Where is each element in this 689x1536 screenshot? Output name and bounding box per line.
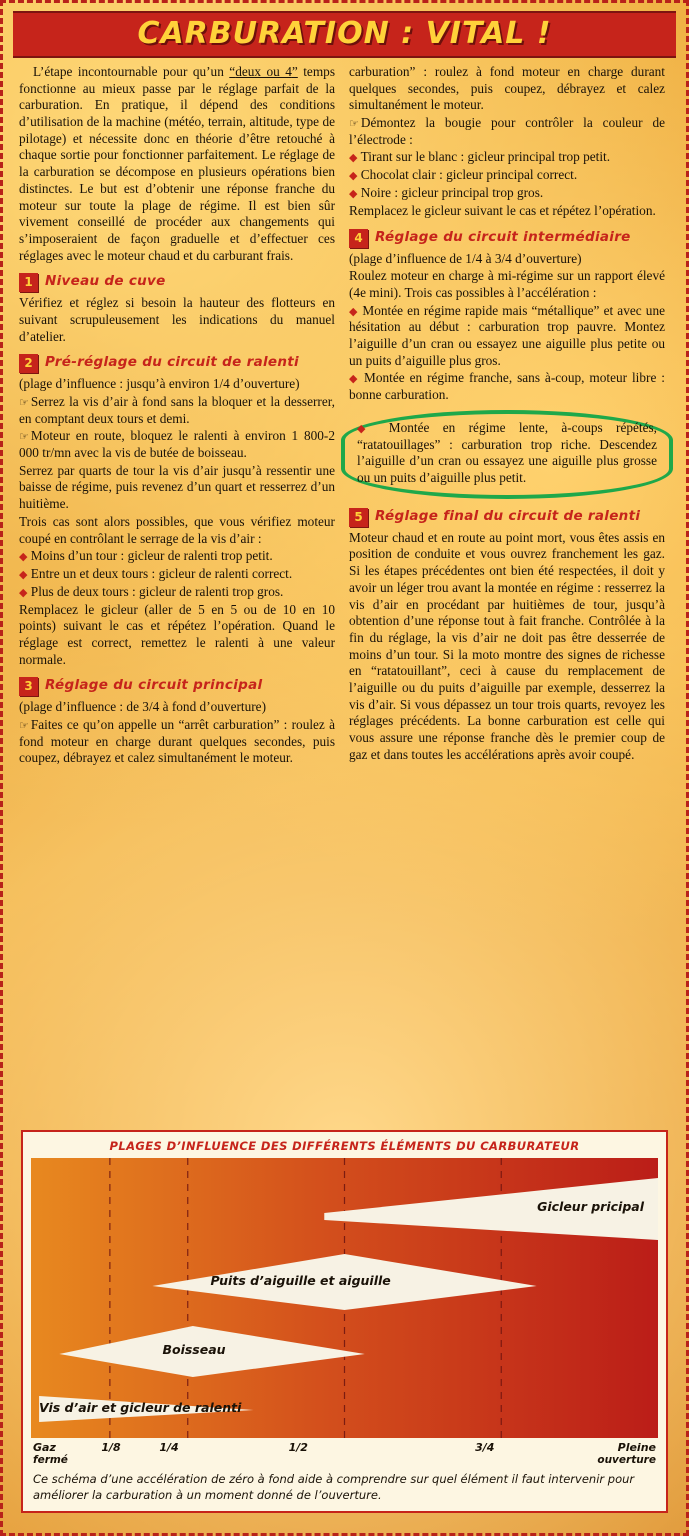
section-2-case-1: ◆ Moins d’un tour : gicleur de ralenti trop petit.: [19, 548, 273, 564]
x-tick-5: Pleine ouverture: [597, 1441, 656, 1466]
intro-paragraph: [19, 64, 335, 264]
section-4-subtitle: (plage d’influence de 1/4 à 3/4 d’ouverture): [349, 250, 582, 266]
diamond-bullet-icon: ◆: [349, 305, 359, 318]
section-4-step-1: Roulez moteur en charge à mi-régime sur un rapport élevé (4e mini). Trois cas possibles à l’accélération :: [349, 268, 665, 300]
section-1-body: Vérifiez et réglez si besoin la hauteur des flotteurs en suivant scrupuleusement les indications du manuel d’atelier.: [19, 295, 335, 344]
pointing-hand-icon: ☞: [19, 719, 28, 733]
column-left: [19, 64, 335, 1124]
chart-series-label-3: Boisseau: [162, 1342, 226, 1357]
x-tick-3: 1/2: [288, 1441, 308, 1454]
x-tick-1: 1/8: [101, 1441, 121, 1454]
section-heading-3: [19, 677, 335, 696]
section-number-5: 5: [349, 508, 368, 527]
diamond-bullet-icon: ◆: [19, 551, 28, 564]
section-heading-5: [349, 508, 665, 527]
section-title-2: Pré-réglage du circuit de ralenti: [45, 354, 299, 371]
section-number-4: 4: [349, 229, 368, 248]
section-4-case-2: ◆ Montée en régime franche, sans à-coup, moteur libre : bonne carburation.: [349, 370, 665, 403]
section-4-case-3: ◆ Montée en régime lente, à-coups répétés, “ratatouillages” : carburation trop riche. Descendez l’aiguille d’un cran ou essayez une aiguille plus grosse ou un puits d’aiguille plus petit.: [357, 419, 657, 486]
section-4-case-1: ◆ Montée en régime rapide mais “métallique” et avec une hésitation au début : carburation trop pauvre. Montez l’aiguille d’un cran ou essayez une aiguille plus petite ou un puits d’aiguille plus gros.: [349, 302, 665, 368]
highlighted-callout: [341, 410, 673, 499]
section-heading-2: [19, 354, 335, 373]
section-title-3: Réglage du circuit principal: [45, 677, 263, 694]
chart-series-label-2: Puits d’aiguille et aiguille: [210, 1273, 391, 1288]
section-3-step-3: Remplacez le gicleur suivant le cas et répétez l’opération.: [349, 202, 656, 218]
x-tick-4: 3/4: [475, 1441, 495, 1454]
intro-quoted-term: “deux ou 4”: [229, 64, 298, 79]
section-number-3: 3: [19, 677, 38, 696]
article-title-bar: [13, 11, 676, 58]
pointing-hand-icon: ☞: [349, 117, 358, 131]
section-title-1: Niveau de cuve: [45, 273, 166, 290]
section-2-step-2: ☞ Moteur en route, bloquez le ralenti à environ 1 800-2 000 tr/mn avec la vis de butée de boisseau.: [19, 428, 335, 461]
diamond-bullet-icon: ◆: [349, 170, 358, 183]
section-title-4: Réglage du circuit intermédiaire: [375, 228, 631, 245]
section-3-case-1: ◆ Tirant sur le blanc : gicleur principal trop petit.: [349, 149, 611, 165]
section-3-step-2: ☞ Démontez la bougie pour contrôler la couleur de l’électrode :: [349, 115, 665, 147]
section-2-step-3: Serrez par quarts de tour la vis d’air jusqu’à ressentir une baisse de régime, puis revenez d’un quart et resserrez d’un huitième.: [19, 462, 335, 512]
influence-ranges-chart: [31, 1158, 658, 1438]
chart-x-axis: [31, 1441, 658, 1466]
section-heading-1: [19, 273, 335, 292]
section-2-step-4: Trois cas sont alors possibles, que vous vérifiez moteur coupé en contrôlant le serrage de la vis d’air :: [19, 513, 335, 546]
section-3-case-3: ◆ Noire : gicleur principal trop gros.: [349, 185, 544, 201]
diamond-bullet-icon: ◆: [357, 422, 376, 435]
section-heading-4: [349, 229, 665, 248]
chart-panel: [21, 1130, 668, 1513]
section-2-case-3: ◆ Plus de deux tours : gicleur de ralenti trop gros.: [19, 583, 284, 599]
article-columns: [13, 64, 676, 1124]
section-title-5: Réglage final du circuit de ralenti: [375, 507, 641, 524]
column-right: [349, 64, 665, 1124]
intro-text-b: temps fonctionne au mieux passe par le réglage parfait de la carburation. En pratique, il dépend des conditions d’utilisation de la machine (météo, terrain, altitude, type de pilotage) et nécessite donc en théorie d’être retouché à chaque sortie pour fonctionner parfaitement. Le réglage de la carburation se décompose en plusieurs opérations bien distinctes. Le but est d’obtenir une réponse franche du moteur sur toute la plage de régime. Il est bien sûr vivement conseillé de procéder aux changements qui s’imposeraient de façon graduelle et d’effectuer ces réglages avec le moteur chaud et du carburant frais.: [19, 64, 335, 263]
x-tick-0: Gaz fermé: [33, 1441, 68, 1466]
section-5-body: Moteur chaud et en route au point mort, vous êtes assis en position de conduite et vous ouvrez franchement les gaz. Si les étapes précédentes ont bien été respectées, il doit y avoir un léger trou avant la montée en régime : resserrez la vis d’air en procédant par huitièmes de tour, jusqu’à obtention d’une réponse tout à fait franche. Contrôlée à la fin du réglage, la vis d’air ne doit pas être desserrée de moins d’un tour. Si la moto montre des signes de richesse en “ratatouillant”, ceci à cause du remplacement de l’aiguille ou du puits d’aiguille par exemple, desserrez la vis d’air. Si vous dépassez un tour trois quarts, revoyez les réglages précédents. La bonne carburation est celle qui vous assure une réponse franche dès le premier coup de gaz et dans toutes les accélérations après avoir coupé.: [349, 529, 665, 762]
section-number-1: 1: [19, 273, 38, 292]
page-title: CARBURATION : VITAL !: [137, 16, 552, 51]
diamond-bullet-icon: ◆: [349, 188, 358, 201]
section-number-2: 2: [19, 354, 38, 373]
chart-title: PLAGES D’INFLUENCE DES DIFFÉRENTS ÉLÉMENTS DU CARBURATEUR: [109, 1139, 580, 1153]
section-2-case-2: ◆ Entre un et deux tours : gicleur de ralenti correct.: [19, 565, 293, 581]
diamond-bullet-icon: ◆: [19, 586, 28, 599]
pointing-hand-icon: ☞: [19, 396, 28, 409]
section-3-step-1: ☞ Faites ce qu’on appelle un “arrêt carburation” : roulez à fond moteur en charge durant quelques secondes, puis coupez, débrayez et calez simultanément le moteur.: [19, 717, 335, 766]
chart-series-label-1: Gicleur pricipal: [537, 1199, 644, 1214]
chart-caption: Ce schéma d’une accélération de zéro à fond aide à comprendre sur quel élément il faut intervenir pour améliorer la carburation à un moment donné de l’ouverture.: [33, 1472, 635, 1502]
section-3-subtitle: (plage d’influence : de 3/4 à fond d’ouverture): [19, 699, 266, 715]
section-2-subtitle: (plage d’influence : jusqu’à environ 1/4 d’ouverture): [19, 376, 300, 392]
diamond-bullet-icon: ◆: [349, 373, 360, 386]
pointing-hand-icon: ☞: [19, 430, 28, 444]
diamond-bullet-icon: ◆: [19, 568, 28, 581]
chart-plot-area: [31, 1158, 658, 1438]
section-3-case-2: ◆ Chocolat clair : gicleur principal correct.: [349, 167, 578, 183]
section-2-step-5: Remplacez le gicleur (aller de 5 en 5 ou de 10 en 10 points) suivant le cas et répétez l’opération. Quand le réglage est correct, remettez le ralenti à une valeur normale.: [19, 601, 335, 667]
chart-series-label-4: Vis d’air et gicleur de ralenti: [39, 1400, 242, 1415]
intro-text-a: L’étape incontournable pour qu’un: [33, 64, 230, 79]
x-tick-2: 1/4: [159, 1441, 179, 1454]
diamond-bullet-icon: ◆: [349, 152, 358, 165]
section-2-step-1: ☞ Serrez la vis d’air à fond sans la bloquer et la desserrer, en comptant deux tours et demi.: [19, 394, 335, 426]
section-3-step-1-cont: carburation” : roulez à fond moteur en charge durant quelques secondes, puis coupez, débrayez et calez simultanément le moteur.: [349, 64, 665, 113]
